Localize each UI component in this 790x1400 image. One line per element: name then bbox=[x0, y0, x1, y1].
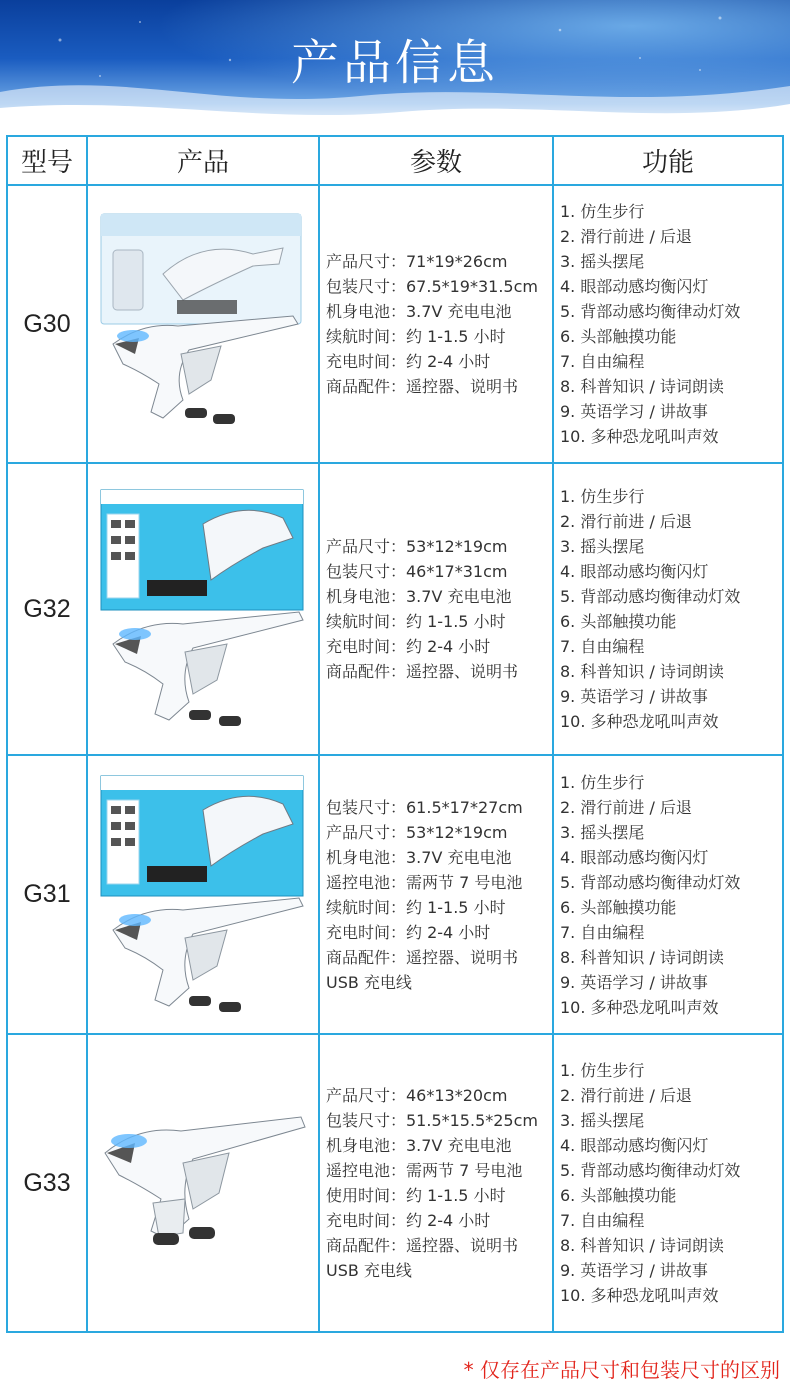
function-line: 8. 科普知识 / 诗词朗读 bbox=[560, 662, 724, 681]
footnote: * 仅存在产品尺寸和包装尺寸的区别 bbox=[463, 1358, 780, 1382]
function-line: 1. 仿生步行 bbox=[560, 487, 645, 506]
params-cell bbox=[320, 464, 552, 754]
param-line: 续航时间：约 1-1.5 小时 bbox=[326, 612, 506, 631]
param-line: 机身电池：3.7V 充电电池 bbox=[326, 847, 512, 867]
function-line: 6. 头部触摸功能 bbox=[560, 1186, 677, 1205]
page-title: 产品信息 bbox=[290, 35, 499, 91]
params-cell bbox=[320, 186, 552, 462]
function-line: 5. 背部动感均衡律动灯效 bbox=[560, 1161, 741, 1180]
function-line: 8. 科普知识 / 诗词朗读 bbox=[560, 1236, 724, 1255]
param-line: 商品配件：遥控器、说明书 bbox=[326, 947, 519, 967]
param-line: 包装尺寸：51.5*15.5*25cm bbox=[326, 1111, 538, 1130]
product-image bbox=[88, 756, 318, 1033]
functions-cell bbox=[554, 756, 782, 1033]
param-line: 遥控电池：需两节 7 号电池 bbox=[326, 872, 523, 892]
param-line: 商品配件：遥控器、说明书 bbox=[326, 1236, 519, 1255]
function-line: 9. 英语学习 / 讲故事 bbox=[560, 687, 708, 706]
param-line: 遥控电池：需两节 7 号电池 bbox=[326, 1161, 523, 1180]
functions-cell bbox=[554, 464, 782, 754]
model-cell: G30 bbox=[23, 309, 71, 338]
function-line: 7. 自由编程 bbox=[560, 922, 645, 942]
param-line: 包装尺寸：61.5*17*27cm bbox=[326, 797, 523, 817]
param-line: 包装尺寸：46*17*31cm bbox=[326, 562, 508, 581]
function-line: 7. 自由编程 bbox=[560, 352, 645, 371]
param-line: 使用时间：约 1-1.5 小时 bbox=[326, 1186, 506, 1205]
param-line: 充电时间：约 2-4 小时 bbox=[326, 922, 491, 942]
function-line: 2. 滑行前进 / 后退 bbox=[560, 797, 692, 817]
model-cell: G33 bbox=[23, 1168, 71, 1197]
product-image bbox=[88, 1035, 318, 1331]
param-line: 商品配件：遥控器、说明书 bbox=[326, 662, 519, 681]
params-cell bbox=[320, 756, 552, 1033]
column-header-functions: 功能 bbox=[641, 148, 694, 178]
function-line: 6. 头部触摸功能 bbox=[560, 612, 677, 631]
column-header-model: 型号 bbox=[20, 148, 73, 178]
functions-cell bbox=[554, 186, 782, 462]
function-line: 3. 摇头摆尾 bbox=[560, 537, 645, 556]
param-line: 包装尺寸：67.5*19*31.5cm bbox=[326, 277, 538, 296]
function-line: 9. 英语学习 / 讲故事 bbox=[560, 972, 708, 992]
function-line: 2. 滑行前进 / 后退 bbox=[560, 512, 692, 531]
function-line: 1. 仿生步行 bbox=[560, 772, 645, 792]
function-line: 2. 滑行前进 / 后退 bbox=[560, 1086, 692, 1105]
function-line: 1. 仿生步行 bbox=[560, 1061, 645, 1080]
function-line: 6. 头部触摸功能 bbox=[560, 327, 677, 346]
param-line: USB 充电线 bbox=[326, 1261, 412, 1280]
function-line: 8. 科普知识 / 诗词朗读 bbox=[560, 377, 724, 396]
function-line: 1. 仿生步行 bbox=[560, 202, 645, 221]
function-line: 3. 摇头摆尾 bbox=[560, 1111, 645, 1130]
model-cell: G31 bbox=[23, 880, 71, 908]
function-line: 5. 背部动感均衡律动灯效 bbox=[560, 872, 741, 892]
params-cell bbox=[320, 1035, 552, 1331]
param-line: USB 充电线 bbox=[326, 972, 412, 992]
param-line: 产品尺寸：46*13*20cm bbox=[326, 1086, 508, 1105]
function-line: 10. 多种恐龙吼叫声效 bbox=[560, 712, 719, 731]
param-line: 充电时间：约 2-4 小时 bbox=[326, 637, 491, 656]
function-line: 7. 自由编程 bbox=[560, 637, 645, 656]
dinosaur-robot-with-box-image bbox=[93, 204, 313, 444]
column-header-product: 产品 bbox=[176, 148, 229, 178]
function-line: 5. 背部动感均衡律动灯效 bbox=[560, 302, 741, 321]
header-banner bbox=[0, 0, 790, 130]
function-line: 2. 滑行前进 / 后退 bbox=[560, 227, 692, 246]
param-line: 充电时间：约 2-4 小时 bbox=[326, 1211, 491, 1230]
param-line: 机身电池：3.7V 充电电池 bbox=[326, 1136, 512, 1155]
param-line: 商品配件：遥控器、说明书 bbox=[326, 377, 519, 396]
function-line: 9. 英语学习 / 讲故事 bbox=[560, 402, 708, 421]
param-line: 机身电池：3.7V 充电电池 bbox=[326, 302, 512, 321]
function-line: 4. 眼部动感均衡闪灯 bbox=[560, 847, 709, 867]
param-line: 产品尺寸：53*12*19cm bbox=[326, 822, 508, 842]
column-header-params: 参数 bbox=[409, 148, 462, 178]
param-line: 产品尺寸：53*12*19cm bbox=[326, 537, 508, 556]
function-line: 7. 自由编程 bbox=[560, 1211, 645, 1230]
function-line: 4. 眼部动感均衡闪灯 bbox=[560, 562, 709, 581]
function-line: 10. 多种恐龙吼叫声效 bbox=[560, 1286, 719, 1305]
function-line: 4. 眼部动感均衡闪灯 bbox=[560, 277, 709, 296]
model-cell: G32 bbox=[23, 594, 71, 623]
function-line: 3. 摇头摆尾 bbox=[560, 822, 645, 842]
dinosaur-robot-image bbox=[93, 1083, 313, 1283]
param-line: 产品尺寸：71*19*26cm bbox=[326, 252, 508, 271]
function-line: 4. 眼部动感均衡闪灯 bbox=[560, 1136, 709, 1155]
function-line: 9. 英语学习 / 讲故事 bbox=[560, 1261, 708, 1280]
function-line: 6. 头部触摸功能 bbox=[560, 897, 677, 917]
product-image bbox=[88, 464, 318, 754]
dinosaur-robot-with-box-image bbox=[93, 770, 313, 1020]
function-line: 8. 科普知识 / 诗词朗读 bbox=[560, 947, 724, 967]
param-line: 续航时间：约 1-1.5 小时 bbox=[326, 897, 506, 917]
function-line: 3. 摇头摆尾 bbox=[560, 252, 645, 271]
functions-cell bbox=[554, 1035, 782, 1331]
function-line: 10. 多种恐龙吼叫声效 bbox=[560, 427, 719, 446]
param-line: 续航时间：约 1-1.5 小时 bbox=[326, 327, 506, 346]
param-line: 机身电池：3.7V 充电电池 bbox=[326, 587, 512, 606]
function-line: 5. 背部动感均衡律动灯效 bbox=[560, 587, 741, 606]
product-table bbox=[6, 135, 784, 1333]
function-line: 10. 多种恐龙吼叫声效 bbox=[560, 997, 719, 1017]
param-line: 充电时间：约 2-4 小时 bbox=[326, 352, 491, 371]
product-image bbox=[88, 186, 318, 462]
dinosaur-robot-with-box-image bbox=[93, 484, 313, 734]
